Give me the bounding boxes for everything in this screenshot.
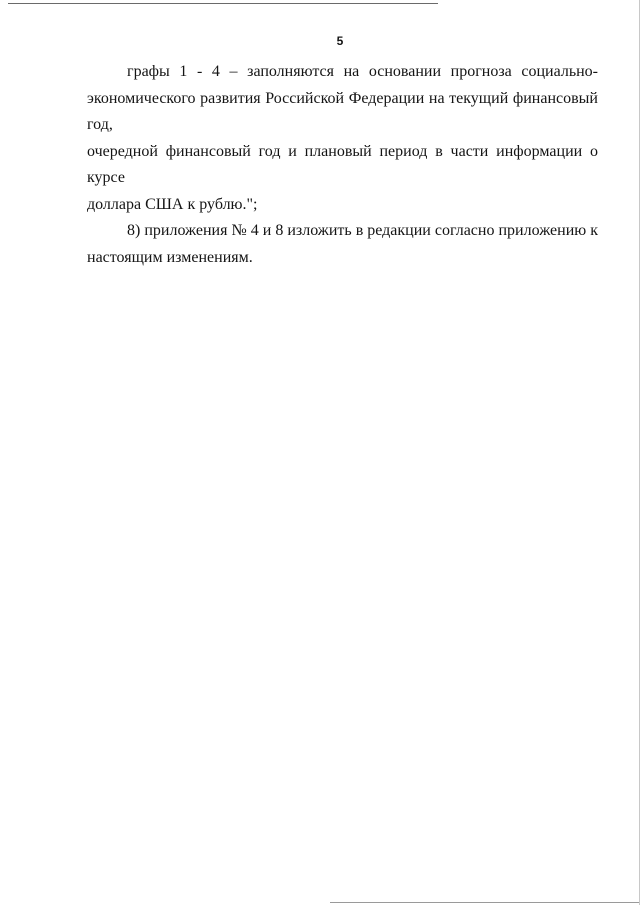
page-number: 5 — [336, 34, 344, 48]
text-line: очередной финансовый год и плановый период в части информации о курсе — [87, 142, 598, 186]
text-line: 8) приложения № 4 и 8 изложить в редакции согласно приложению к — [127, 222, 598, 239]
text-line: экономического развития Российской Федерации на текущий финансовый год, — [87, 89, 598, 133]
scan-border-bottom — [330, 902, 640, 903]
document-body — [87, 59, 598, 271]
scan-border-top — [8, 3, 438, 4]
text-line: графы 1 - 4 – заполняются на основании прогноза социально- — [127, 63, 598, 80]
paragraph-item-8 — [87, 218, 598, 271]
paragraph-columns-description — [87, 59, 598, 218]
text-line: доллара США к рублю."; — [87, 195, 258, 213]
text-line: настоящим изменениям. — [87, 248, 253, 266]
